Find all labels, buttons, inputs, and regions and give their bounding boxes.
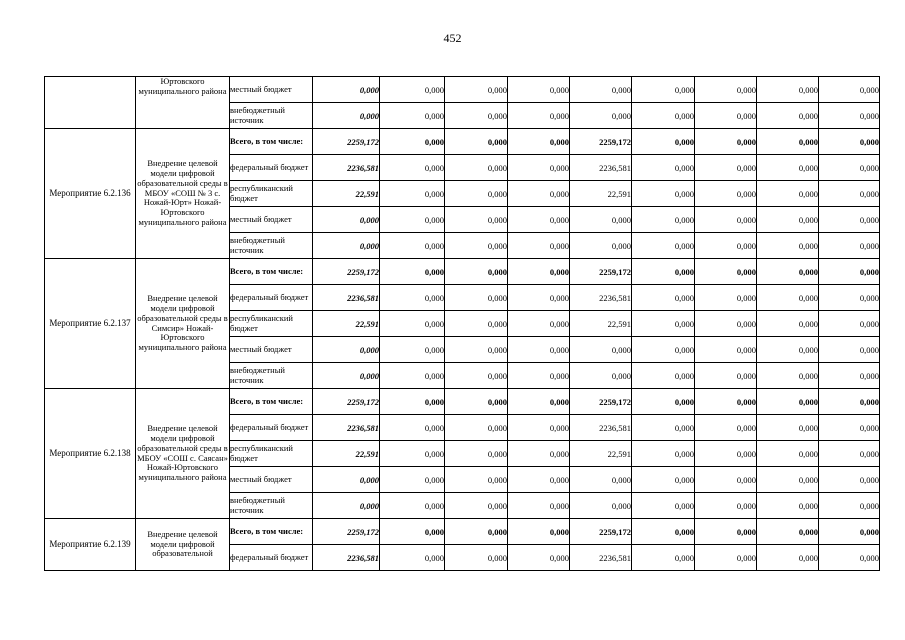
amount-cell: 0,000 <box>695 415 757 441</box>
amount-cell: 0,000 <box>632 363 695 389</box>
amount-cell: 0,000 <box>508 493 570 519</box>
funding-source: республиканский бюджет <box>230 311 313 337</box>
amount-cell: 2259,172 <box>313 519 380 545</box>
amount-cell: 0,000 <box>508 545 570 571</box>
amount-cell: 0,000 <box>757 467 819 493</box>
amount-cell: 0,000 <box>695 467 757 493</box>
amount-cell: 0,000 <box>445 441 508 467</box>
amount-cell: 0,000 <box>445 337 508 363</box>
table-body <box>45 77 880 571</box>
amount-cell: 0,000 <box>757 415 819 441</box>
funding-source: внебюджетный источник <box>230 493 313 519</box>
amount-cell: 0,000 <box>695 155 757 181</box>
amount-cell: 0,000 <box>632 77 695 103</box>
amount-cell: 0,000 <box>819 103 880 129</box>
amount-cell: 0,000 <box>445 233 508 259</box>
amount-cell: 0,000 <box>757 181 819 207</box>
amount-cell: 0,000 <box>570 467 632 493</box>
amount-cell: 0,000 <box>632 545 695 571</box>
amount-cell: 0,000 <box>508 337 570 363</box>
amount-cell: 0,000 <box>819 233 880 259</box>
amount-cell: 0,000 <box>757 493 819 519</box>
amount-cell: 2236,581 <box>570 285 632 311</box>
amount-cell: 2259,172 <box>313 389 380 415</box>
amount-cell: 0,000 <box>313 233 380 259</box>
amount-cell: 0,000 <box>380 311 445 337</box>
amount-cell: 0,000 <box>380 129 445 155</box>
amount-cell: 0,000 <box>508 259 570 285</box>
amount-cell: 0,000 <box>570 77 632 103</box>
amount-cell: 0,000 <box>445 77 508 103</box>
amount-cell: 0,000 <box>380 337 445 363</box>
budget-table <box>44 76 880 571</box>
measure-name: Внедрение целевой модели цифровой образовательной <box>136 519 230 571</box>
funding-source: федеральный бюджет <box>230 155 313 181</box>
funding-source: местный бюджет <box>230 337 313 363</box>
amount-cell: 0,000 <box>819 363 880 389</box>
table-row <box>45 77 880 103</box>
measure-label: Мероприятие 6.2.139 <box>45 519 136 571</box>
amount-cell: 0,000 <box>508 519 570 545</box>
amount-cell: 0,000 <box>380 285 445 311</box>
measure-name: Юртовского муниципального района <box>136 77 230 129</box>
amount-cell: 22,591 <box>313 181 380 207</box>
amount-cell: 2236,581 <box>570 545 632 571</box>
amount-cell: 0,000 <box>632 181 695 207</box>
amount-cell: 0,000 <box>819 181 880 207</box>
amount-cell: 0,000 <box>632 233 695 259</box>
amount-cell: 0,000 <box>380 363 445 389</box>
amount-cell: 0,000 <box>445 155 508 181</box>
amount-cell: 0,000 <box>570 363 632 389</box>
amount-cell: 0,000 <box>570 207 632 233</box>
funding-source: Всего, в том числе: <box>230 259 313 285</box>
amount-cell: 0,000 <box>380 103 445 129</box>
amount-cell: 0,000 <box>695 311 757 337</box>
amount-cell: 0,000 <box>695 103 757 129</box>
amount-cell: 0,000 <box>380 467 445 493</box>
amount-cell: 0,000 <box>695 337 757 363</box>
amount-cell: 0,000 <box>757 545 819 571</box>
amount-cell: 0,000 <box>695 285 757 311</box>
amount-cell: 0,000 <box>380 545 445 571</box>
amount-cell: 0,000 <box>380 77 445 103</box>
amount-cell: 2236,581 <box>313 155 380 181</box>
funding-source: внебюджетный источник <box>230 363 313 389</box>
amount-cell: 2236,581 <box>313 545 380 571</box>
amount-cell: 0,000 <box>313 103 380 129</box>
amount-cell: 0,000 <box>445 259 508 285</box>
amount-cell: 0,000 <box>695 259 757 285</box>
amount-cell: 2259,172 <box>570 519 632 545</box>
amount-cell: 0,000 <box>819 259 880 285</box>
amount-cell: 0,000 <box>445 311 508 337</box>
amount-cell: 0,000 <box>695 181 757 207</box>
amount-cell: 0,000 <box>819 129 880 155</box>
amount-cell: 0,000 <box>819 337 880 363</box>
amount-cell: 0,000 <box>757 207 819 233</box>
amount-cell: 0,000 <box>695 389 757 415</box>
amount-cell: 0,000 <box>380 233 445 259</box>
amount-cell: 0,000 <box>508 129 570 155</box>
measure-label: Мероприятие 6.2.136 <box>45 129 136 259</box>
funding-source: внебюджетный источник <box>230 233 313 259</box>
amount-cell: 0,000 <box>445 545 508 571</box>
amount-cell: 2259,172 <box>570 259 632 285</box>
amount-cell: 0,000 <box>313 77 380 103</box>
amount-cell: 0,000 <box>508 155 570 181</box>
amount-cell: 0,000 <box>380 207 445 233</box>
amount-cell: 0,000 <box>570 103 632 129</box>
measure-name: Внедрение целевой модели цифровой образовательной среды в МБОУ «СОШ № 3 с. Ножай-Юрт» Ножай-Юртовского муниципального района <box>136 129 230 259</box>
measure-name: Внедрение целевой модели цифровой образовательной среды в Симсир» Ножай-Юртовского муниципального района <box>136 259 230 389</box>
funding-source: местный бюджет <box>230 77 313 103</box>
amount-cell: 2236,581 <box>313 415 380 441</box>
amount-cell: 0,000 <box>632 285 695 311</box>
amount-cell: 0,000 <box>445 363 508 389</box>
page-number: 452 <box>443 31 462 45</box>
amount-cell: 0,000 <box>508 467 570 493</box>
amount-cell: 0,000 <box>380 493 445 519</box>
amount-cell: 0,000 <box>380 441 445 467</box>
amount-cell: 22,591 <box>570 181 632 207</box>
amount-cell: 0,000 <box>695 129 757 155</box>
amount-cell: 0,000 <box>445 389 508 415</box>
amount-cell: 0,000 <box>445 129 508 155</box>
amount-cell: 0,000 <box>313 467 380 493</box>
amount-cell: 0,000 <box>695 545 757 571</box>
amount-cell: 0,000 <box>819 207 880 233</box>
amount-cell: 0,000 <box>508 181 570 207</box>
amount-cell: 0,000 <box>445 493 508 519</box>
amount-cell: 0,000 <box>819 415 880 441</box>
amount-cell: 0,000 <box>632 207 695 233</box>
amount-cell: 0,000 <box>508 441 570 467</box>
funding-source: республиканский бюджет <box>230 441 313 467</box>
amount-cell: 2236,581 <box>570 415 632 441</box>
funding-source: внебюджетный источник <box>230 103 313 129</box>
amount-cell: 0,000 <box>757 77 819 103</box>
amount-cell: 0,000 <box>695 207 757 233</box>
amount-cell: 0,000 <box>570 493 632 519</box>
amount-cell: 0,000 <box>819 311 880 337</box>
funding-source: Всего, в том числе: <box>230 519 313 545</box>
table-row <box>45 389 880 415</box>
amount-cell: 0,000 <box>632 337 695 363</box>
amount-cell: 0,000 <box>819 389 880 415</box>
amount-cell: 0,000 <box>819 285 880 311</box>
amount-cell: 0,000 <box>445 415 508 441</box>
funding-source: местный бюджет <box>230 467 313 493</box>
amount-cell: 2236,581 <box>313 285 380 311</box>
amount-cell: 0,000 <box>695 363 757 389</box>
amount-cell: 0,000 <box>445 285 508 311</box>
amount-cell: 0,000 <box>757 233 819 259</box>
amount-cell: 0,000 <box>757 129 819 155</box>
amount-cell: 2259,172 <box>313 129 380 155</box>
measure-label-empty <box>45 77 136 129</box>
amount-cell: 0,000 <box>508 207 570 233</box>
amount-cell: 0,000 <box>757 519 819 545</box>
amount-cell: 0,000 <box>445 103 508 129</box>
amount-cell: 0,000 <box>445 181 508 207</box>
amount-cell: 0,000 <box>695 519 757 545</box>
amount-cell: 0,000 <box>819 467 880 493</box>
amount-cell: 0,000 <box>757 285 819 311</box>
table-row <box>45 259 880 285</box>
measure-label: Мероприятие 6.2.138 <box>45 389 136 519</box>
amount-cell: 0,000 <box>445 467 508 493</box>
amount-cell: 0,000 <box>570 233 632 259</box>
amount-cell: 0,000 <box>508 311 570 337</box>
amount-cell: 0,000 <box>819 155 880 181</box>
amount-cell: 0,000 <box>757 337 819 363</box>
amount-cell: 0,000 <box>313 493 380 519</box>
amount-cell: 0,000 <box>508 285 570 311</box>
funding-source: федеральный бюджет <box>230 285 313 311</box>
amount-cell: 0,000 <box>632 519 695 545</box>
amount-cell: 0,000 <box>695 233 757 259</box>
amount-cell: 0,000 <box>632 389 695 415</box>
funding-source: федеральный бюджет <box>230 545 313 571</box>
amount-cell: 22,591 <box>313 441 380 467</box>
amount-cell: 0,000 <box>445 519 508 545</box>
amount-cell: 0,000 <box>632 259 695 285</box>
amount-cell: 0,000 <box>632 467 695 493</box>
table-row <box>45 519 880 545</box>
funding-source: местный бюджет <box>230 207 313 233</box>
amount-cell: 0,000 <box>757 441 819 467</box>
measure-name: Внедрение целевой модели цифровой образовательной среды в МБОУ «СОШ с. Саясан» Ножай-Юртовского муниципального района <box>136 389 230 519</box>
amount-cell: 0,000 <box>508 77 570 103</box>
amount-cell: 0,000 <box>757 389 819 415</box>
funding-source: республиканский бюджет <box>230 181 313 207</box>
amount-cell: 0,000 <box>508 103 570 129</box>
table-row <box>45 129 880 155</box>
amount-cell: 0,000 <box>632 415 695 441</box>
amount-cell: 0,000 <box>632 129 695 155</box>
amount-cell: 0,000 <box>508 389 570 415</box>
amount-cell: 0,000 <box>313 207 380 233</box>
amount-cell: 2236,581 <box>570 155 632 181</box>
amount-cell: 0,000 <box>313 337 380 363</box>
amount-cell: 0,000 <box>632 103 695 129</box>
amount-cell: 0,000 <box>757 363 819 389</box>
amount-cell: 0,000 <box>313 363 380 389</box>
amount-cell: 0,000 <box>757 311 819 337</box>
amount-cell: 0,000 <box>570 337 632 363</box>
amount-cell: 0,000 <box>508 415 570 441</box>
amount-cell: 22,591 <box>570 441 632 467</box>
amount-cell: 0,000 <box>757 259 819 285</box>
amount-cell: 2259,172 <box>570 129 632 155</box>
amount-cell: 0,000 <box>380 415 445 441</box>
amount-cell: 0,000 <box>632 155 695 181</box>
amount-cell: 0,000 <box>695 77 757 103</box>
amount-cell: 0,000 <box>632 493 695 519</box>
amount-cell: 0,000 <box>445 207 508 233</box>
amount-cell: 0,000 <box>757 155 819 181</box>
amount-cell: 0,000 <box>819 441 880 467</box>
amount-cell: 22,591 <box>570 311 632 337</box>
amount-cell: 0,000 <box>632 311 695 337</box>
funding-source: Всего, в том числе: <box>230 129 313 155</box>
funding-source: Всего, в том числе: <box>230 389 313 415</box>
funding-source: федеральный бюджет <box>230 415 313 441</box>
amount-cell: 2259,172 <box>570 389 632 415</box>
amount-cell: 0,000 <box>819 77 880 103</box>
amount-cell: 0,000 <box>819 545 880 571</box>
amount-cell: 0,000 <box>380 389 445 415</box>
amount-cell: 0,000 <box>632 441 695 467</box>
amount-cell: 0,000 <box>819 519 880 545</box>
amount-cell: 0,000 <box>819 493 880 519</box>
amount-cell: 0,000 <box>695 441 757 467</box>
amount-cell: 0,000 <box>508 363 570 389</box>
amount-cell: 0,000 <box>380 519 445 545</box>
amount-cell: 0,000 <box>380 181 445 207</box>
amount-cell: 0,000 <box>757 103 819 129</box>
amount-cell: 0,000 <box>695 493 757 519</box>
amount-cell: 0,000 <box>508 233 570 259</box>
amount-cell: 22,591 <box>313 311 380 337</box>
amount-cell: 0,000 <box>380 155 445 181</box>
amount-cell: 2259,172 <box>313 259 380 285</box>
measure-label: Мероприятие 6.2.137 <box>45 259 136 389</box>
amount-cell: 0,000 <box>380 259 445 285</box>
